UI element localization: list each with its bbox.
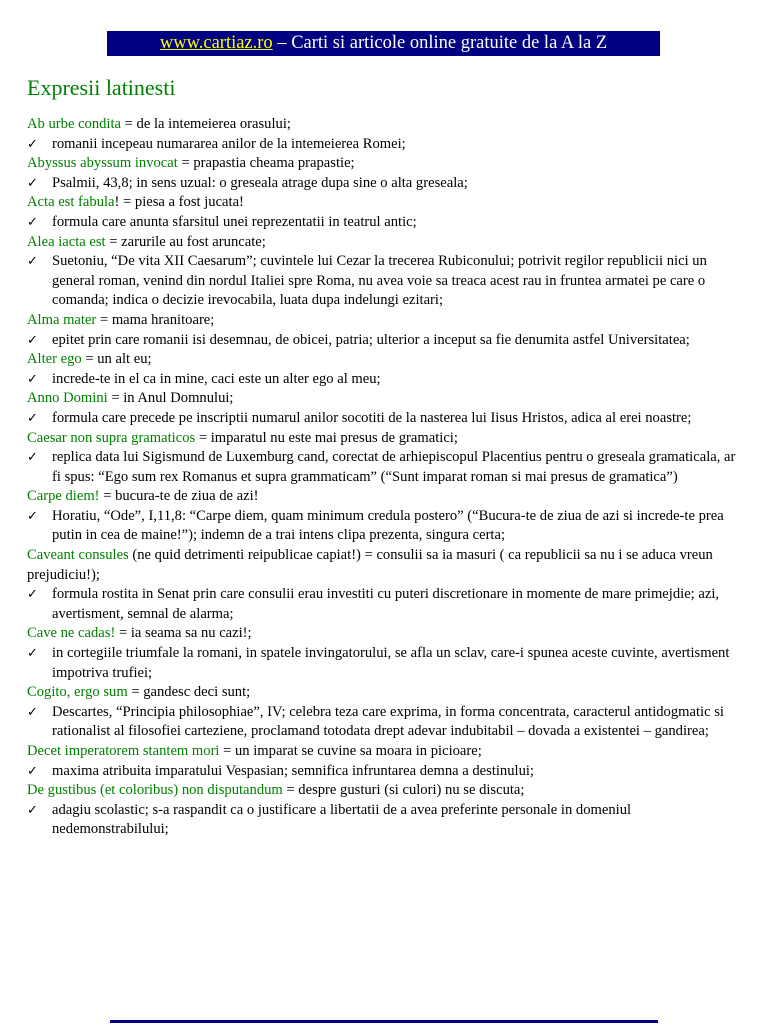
translation: = zarurile au fost aruncate;	[105, 233, 266, 250]
translation: ! = piesa a fost jucata!	[114, 194, 244, 211]
translation: = in Anul Domnului;	[107, 390, 234, 407]
explanation-note	[27, 409, 747, 429]
latin-term: Cogito, ergo sum	[27, 684, 128, 701]
checkmark-icon: ✓	[27, 802, 38, 818]
expression-entry	[27, 115, 747, 135]
expressions-list	[27, 115, 747, 840]
page-title: Expresii latinesti	[27, 75, 176, 100]
checkmark-icon: ✓	[27, 704, 38, 720]
expression-entry	[27, 546, 747, 585]
latin-term: Alea iacta est	[27, 233, 106, 250]
checkmark-icon: ✓	[27, 508, 38, 524]
checkmark-icon: ✓	[27, 646, 38, 662]
checkmark-icon: ✓	[27, 587, 38, 603]
translation: = imparatul nu este mai presus de gramatici;	[195, 429, 458, 446]
explanation-note	[27, 370, 747, 390]
latin-term: Caesar non supra gramaticos	[27, 429, 196, 446]
latin-term: Decet imperatorem stantem mori	[27, 743, 220, 759]
note-text: replica data lui Sigismund de Luxemburg cand, corectat de arhiepiscopul Placentius pentru o greseala gramaticala, ar fi spus: “Ego sum rex Romanus et supra grammaticam” (“Sunt imparat roman si mai presus de gramatica”)	[52, 449, 736, 485]
note-text: epitet prin care romanii isi desemnau, de obicei, patria; ulterior a inceput sa fie denumita astfel Universitatea;	[52, 331, 690, 348]
explanation-note	[27, 644, 747, 683]
explanation-note	[27, 252, 747, 311]
explanation-note	[27, 213, 747, 233]
checkmark-icon: ✓	[27, 254, 38, 270]
note-text: maxima atribuita imparatului Vespasian; semnifica infruntarea demna a destinului;	[52, 762, 534, 779]
note-text: Descartes, “Principia philosophiae”, IV; celebra teza care exprima, in forma concentrata, caracterul antidogmatic si rationalist al filosofiei carteziene, proclamand totodata drept adevar indubitabil – dovada a existentei – gandirea;	[52, 703, 724, 740]
expression-entry	[27, 683, 747, 703]
translation: (ne quid detrimenti reipublicae capiat!) = consulii sa ia masuri ( ca republicii sa nu i se aduca vreun prejudiciu!);	[27, 547, 713, 583]
translation: = ia seama sa nu cazi!;	[115, 625, 252, 642]
explanation-note	[27, 135, 747, 155]
note-text: formula care precede pe inscriptii numarul anilor socotiti de la nasterea lui Iisus Hristos, adica al erei noastre;	[52, 409, 692, 426]
checkmark-icon: ✓	[27, 175, 38, 191]
latin-term: De gustibus (et coloribus) non disputandum	[27, 782, 283, 799]
latin-term: Alter ego	[27, 351, 82, 368]
checkmark-icon: ✓	[27, 371, 38, 387]
latin-term: Ab urbe condita	[27, 116, 122, 132]
explanation-note	[27, 801, 747, 840]
note-text: formula rostita in Senat prin care consulii erau investiti cu puteri discretionare in momente de mare primejdie; azi, avertisment, semnal de alarma;	[52, 586, 720, 622]
expression-entry	[27, 389, 747, 409]
expression-entry	[27, 311, 747, 331]
expression-entry	[27, 154, 747, 174]
checkmark-icon: ✓	[27, 410, 38, 426]
translation: = de la intemeierea orasului;	[121, 116, 291, 132]
checkmark-icon: ✓	[27, 136, 38, 152]
site-link[interactable]: www.cartiaz.ro	[159, 33, 273, 53]
expression-entry	[27, 781, 747, 801]
expression-entry	[27, 193, 747, 213]
translation: = despre gusturi (si culori) nu se discuta;	[282, 782, 525, 799]
explanation-note	[27, 585, 747, 624]
latin-term: Acta est fabula	[27, 194, 115, 211]
explanation-note	[27, 174, 747, 194]
translation: = prapastia cheama prapastie;	[177, 155, 355, 172]
note-text: romanii incepeau numararea anilor de la intemeierea Romei;	[52, 135, 406, 152]
note-text: Horatiu, “Ode”, I,11,8: “Carpe diem, quam minimum credula postero” (“Bucura-te de ziua de azi si increde-te prea putin in cea de maine!”); indemn de a trai intens clipa prezenta, singura certa;	[52, 507, 724, 544]
translation: = un imparat se cuvine sa moara in picioare;	[219, 743, 482, 759]
note-text: in cortegiile triumfale la romani, in spatele invingatorului, se afla un sclav, care-i spunea aceste cuvinte, avertisment impotriva trufiei;	[52, 645, 730, 681]
expression-entry	[27, 742, 747, 762]
note-text: increde-te in el ca in mine, caci este un alter ego al meu;	[52, 370, 381, 387]
note-text: Suetoniu, “De vita XII Caesarum”; cuvintele lui Cezar la trecerea Rubiconului; potrivit regilor republicii nici un general roman, venind din nordul Italiei spre Roma, nu avea voie sa treaca acest rau in fruntea armatei pe care o comanda; indica o decizie irevocabila, luata dupa indelungi ezitari;	[52, 253, 707, 309]
explanation-note	[27, 762, 747, 782]
translation: = un alt eu;	[81, 351, 152, 368]
expression-entry	[27, 233, 747, 253]
checkmark-icon: ✓	[27, 763, 38, 779]
footer-rule	[110, 1020, 658, 1023]
checkmark-icon: ✓	[27, 214, 38, 230]
expression-entry	[27, 429, 747, 449]
explanation-note	[27, 703, 747, 742]
latin-term: Abyssus abyssum invocat	[27, 155, 178, 172]
explanation-note	[27, 331, 747, 351]
site-tagline: – Carti si articole online gratuite de la A la Z	[272, 33, 608, 53]
expression-entry	[27, 487, 747, 507]
explanation-note	[27, 448, 747, 487]
latin-term: Caveant consules	[27, 547, 129, 564]
checkmark-icon: ✓	[27, 450, 38, 466]
latin-term: Cave ne cadas!	[27, 625, 116, 642]
note-text: formula care anunta sfarsitul unei reprezentatii in teatrul antic;	[52, 213, 417, 230]
explanation-note	[27, 507, 747, 546]
expression-entry	[27, 624, 747, 644]
expression-entry	[27, 350, 747, 370]
translation: = bucura-te de ziua de azi!	[99, 488, 259, 505]
latin-term: Anno Domini	[27, 390, 108, 407]
note-text: adagiu scolastic; s-a raspandit ca o justificare a libertatii de a avea preferinte personale in domeniul nedemonstrabilului;	[52, 801, 632, 838]
translation: = mama hranitoare;	[96, 311, 215, 328]
latin-term: Alma mater	[27, 311, 97, 328]
note-text: Psalmii, 43,8; in sens uzual: o greseala atrage dupa sine o alta greseala;	[52, 174, 468, 191]
checkmark-icon: ✓	[27, 332, 38, 348]
latin-term: Carpe diem!	[27, 488, 100, 505]
translation: = gandesc deci sunt;	[127, 684, 251, 701]
site-banner	[107, 31, 660, 56]
